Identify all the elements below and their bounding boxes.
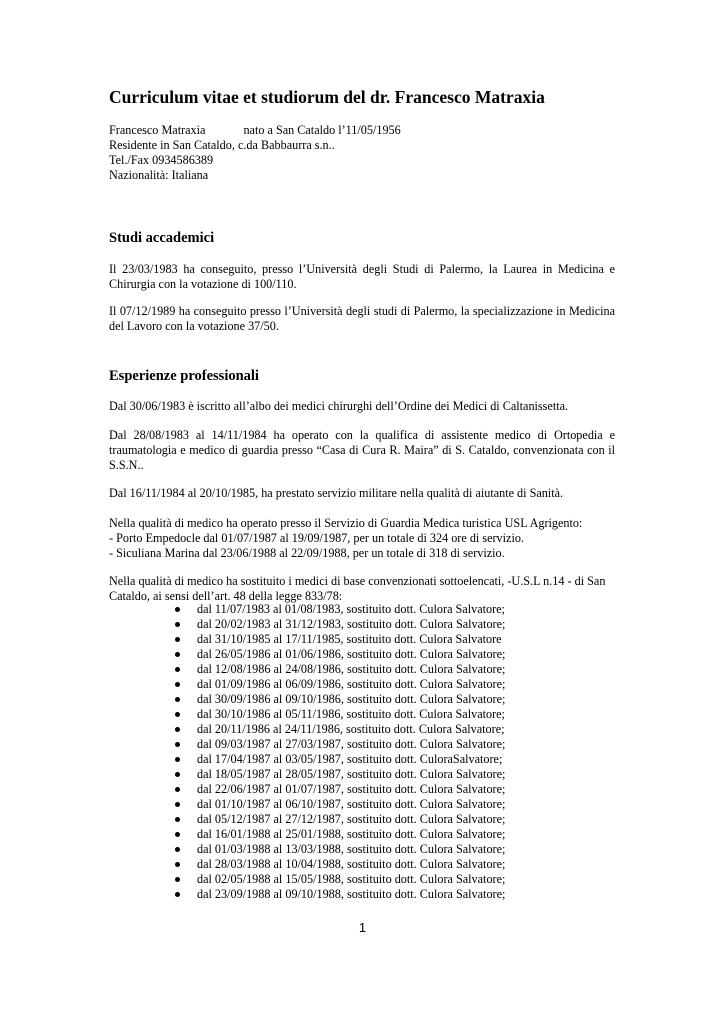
- studies-paragraph-2: Il 07/12/1989 ha conseguito presso l’Università degli studi di Palermo, la specializzazione in Medicina del Lavoro con la votazione 37/50.: [109, 304, 615, 333]
- bullet-icon: [175, 802, 180, 807]
- list-item: dal 18/05/1987 al 28/05/1987, sostituito dott. Culora Salvatore;: [109, 767, 615, 782]
- list-item: dal 30/09/1986 al 09/10/1986, sostituito dott. Culora Salvatore;: [109, 692, 615, 707]
- studies-heading: Studi accademici: [109, 230, 215, 246]
- guard-service-intro: Nella qualità di medico ha operato presso il Servizio di Guardia Medica turistica USL Agrigento:: [109, 516, 583, 530]
- bullet-icon: [175, 892, 180, 897]
- list-item: dal 28/03/1988 al 10/04/1988, sostituito dott. Culora Salvatore;: [109, 857, 615, 872]
- document-title: Curriculum vitae et studiorum del dr. Francesco Matraxia: [109, 87, 545, 107]
- experience-paragraph-4: [109, 516, 615, 561]
- list-item: dal 20/11/1986 al 24/11/1986, sostituito dott. Culora Salvatore;: [109, 722, 615, 737]
- experience-paragraph-5: Nella qualità di medico ha sostituito i medici di base convenzionati sottoelencati, -U.S.L n.14 - di San Cataldo, ai sensi dell’art. 48 della legge 833/78:: [109, 574, 606, 603]
- list-item: dal 16/01/1988 al 25/01/1988, sostituito dott. Culora Salvatore;: [109, 827, 615, 842]
- bullet-icon: [175, 652, 180, 657]
- birth-info: nato a San Cataldo l’11/05/1956: [243, 123, 401, 137]
- name-line: [109, 123, 401, 138]
- residence: Residente in San Cataldo, c.da Babbaurra s.n..: [109, 138, 335, 152]
- bullet-icon: [175, 832, 180, 837]
- list-item: dal 31/10/1985 al 17/11/1985, sostituito dott. Culora Salvatore: [109, 632, 615, 647]
- bullet-icon: [175, 877, 180, 882]
- studies-paragraph-1: Il 23/03/1983 ha conseguito, presso l’Università degli Studi di Palermo, la Laurea in Medicina e Chirurgia con la votazione di 100/110.: [109, 262, 615, 291]
- page-number: 1: [358, 920, 367, 935]
- bullet-icon: [175, 787, 180, 792]
- bullet-icon: [175, 817, 180, 822]
- substitutions-list: [109, 602, 615, 902]
- experience-paragraph-2: Dal 28/08/1983 al 14/11/1984 ha operato con la qualifica di assistente medico di Ortopedia e traumatologia e medico di guardia presso “Casa di Cura R. Maira” di S. Cataldo, convenzionata con il S.S.N..: [109, 428, 615, 472]
- list-item: dal 01/10/1987 al 06/10/1987, sostituito dott. Culora Salvatore;: [109, 797, 615, 812]
- list-item: dal 22/06/1987 al 01/07/1987, sostituito dott. Culora Salvatore;: [109, 782, 615, 797]
- guard-service-siculiana: - Siculiana Marina dal 23/06/1988 al 22/09/1988, per un totale di 318 di servizio.: [109, 546, 505, 560]
- list-item: dal 05/12/1987 al 27/12/1987, sostituito dott. Culora Salvatore;: [109, 812, 615, 827]
- list-item: dal 26/05/1986 al 01/06/1986, sostituito dott. Culora Salvatore;: [109, 647, 615, 662]
- list-item: dal 01/09/1986 al 06/09/1986, sostituito dott. Culora Salvatore;: [109, 677, 615, 692]
- list-item: dal 23/09/1988 al 09/10/1988, sostituito dott. Culora Salvatore;: [109, 887, 615, 902]
- bullet-icon: [175, 682, 180, 687]
- experience-heading: Esperienze professionali: [109, 368, 259, 384]
- guard-service-porto-empedocle: - Porto Empedocle dal 01/07/1987 al 19/09/1987, per un totale di 324 ore di servizio.: [109, 531, 524, 545]
- list-item: dal 11/07/1983 al 01/08/1983, sostituito dott. Culora Salvatore;: [109, 602, 615, 617]
- bullet-icon: [175, 637, 180, 642]
- bullet-icon: [175, 742, 180, 747]
- list-item: dal 01/03/1988 al 13/03/1988, sostituito dott. Culora Salvatore;: [109, 842, 615, 857]
- nationality: Nazionalità: Italiana: [109, 168, 209, 182]
- list-item: dal 17/04/1987 al 03/05/1987, sostituito dott. CuloraSalvatore;: [109, 752, 615, 767]
- list-item: dal 09/03/1987 al 27/03/1987, sostituito dott. Culora Salvatore;: [109, 737, 615, 752]
- bullet-icon: [175, 847, 180, 852]
- personal-info: [109, 123, 401, 183]
- experience-paragraph-1: Dal 30/06/1983 è iscritto all’albo dei medici chirurghi dell’Ordine dei Medici di Caltanissetta.: [109, 399, 569, 413]
- list-item: dal 12/08/1986 al 24/08/1986, sostituito dott. Culora Salvatore;: [109, 662, 615, 677]
- list-item: dal 02/05/1988 al 15/05/1988, sostituito dott. Culora Salvatore;: [109, 872, 615, 887]
- bullet-icon: [175, 757, 180, 762]
- bullet-icon: [175, 607, 180, 612]
- bullet-icon: [175, 667, 180, 672]
- experience-paragraph-3: Dal 16/11/1984 al 20/10/1985, ha prestato servizio militare nella qualità di aiutante di Sanità.: [109, 486, 564, 500]
- bullet-icon: [175, 862, 180, 867]
- phone: Tel./Fax 0934586389: [109, 153, 214, 167]
- bullet-icon: [175, 697, 180, 702]
- bullet-icon: [175, 727, 180, 732]
- bullet-icon: [175, 712, 180, 717]
- list-item: dal 20/02/1983 al 31/12/1983, sostituito dott. Culora Salvatore;: [109, 617, 615, 632]
- person-name: Francesco Matraxia: [109, 123, 206, 137]
- list-item: dal 30/10/1986 al 05/11/1986, sostituito dott. Culora Salvatore;: [109, 707, 615, 722]
- bullet-icon: [175, 622, 180, 627]
- bullet-icon: [175, 772, 180, 777]
